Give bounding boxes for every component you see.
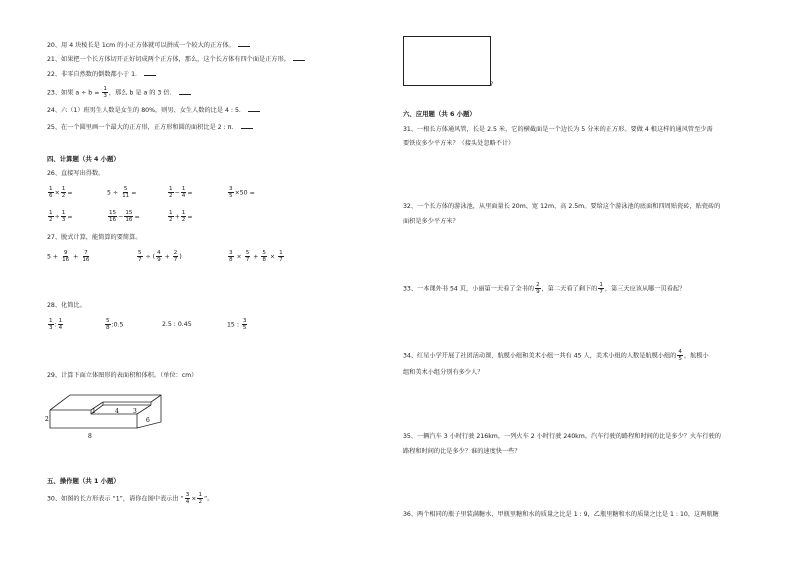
q27-item: $\frac{3}{8}$ × $\frac{5}{7}$ + $\frac{5}{8}$ × $\frac{1}{7}$ <box>229 250 283 263</box>
q22: 22、非零自然数的倒数都小于 1． <box>47 71 156 79</box>
q29: 29、计算下面立体图形的表面积和体积。（单位：cm） <box>47 372 198 379</box>
q33: 33、一本课外书 54 页，小丽第一天看了全书的 $\frac{2}{9}$ ，第二天看了剩下的 $\frac{1}{7}$ ，第三天应该从哪一页看起？ <box>403 282 686 295</box>
q32-line1: 32、一个长方体的游泳池，从里面量长 20m、宽 12m、高 2.5m。要给这个游泳池的底面和四周贴瓷砖，贴瓷砖的 <box>403 203 721 210</box>
q27-item: $\frac{5}{7}$ ÷ ( $\frac{4}{9}$ + $\frac{2}{7}$ ) <box>138 250 182 263</box>
q31-line1: 31、一根长方体通风管，长是 2.5 米，它的横截面是一个边长为 5 分米的正方形。要做 4 根这样的通风管至少需 <box>403 126 713 133</box>
unit-rectangle <box>403 36 491 86</box>
fig-label-a: 4 <box>115 408 119 415</box>
q35-line2: 路程和时间的比是多少？谁的速度快一些？ <box>403 448 521 455</box>
q25: 25、在一个圆里画一个最大的正方形，正方形和圆的面积比是 2 : π． <box>47 124 253 132</box>
q28-item: $\frac{1}{3}$ : $\frac{1}{4}$ <box>49 318 63 331</box>
q34-line1: 34、红星小学开展了社团活动课，航模小组和美术小组一共有 45 人，美术小组的人数是航模小组的 $\frac{4}{5}$ ，航模小 <box>403 349 709 362</box>
q26-item: 5 ÷ $\frac{5}{11}$ = <box>107 186 137 199</box>
q35-line1: 35、一辆汽车 3 小时行驶 216km，一列火车 2 小时行驶 240km。汽车行驶的路程和时间的比是多少？火车行驶的 <box>403 433 721 440</box>
q26: 26、直接写出得数。 <box>47 170 105 177</box>
q27: 27、脱式计算，能简算的要简算。 <box>47 234 142 241</box>
q23: 23、如果 a ÷ b = $\frac{1}{3}$ ，那么 b 是 a 的 3 倍． <box>47 86 191 99</box>
q26-item: $\frac{1}{6}$ × $\frac{1}{2}$ = <box>49 186 73 199</box>
q32-line2: 面积是多少平方米？ <box>403 218 459 225</box>
q28: 28、化简比。 <box>47 302 86 309</box>
q20: 20、用 4 块棱长是 1cm 的小正方体就可以拼成一个较大的正方体。 <box>47 42 250 50</box>
q24: 24、六（1）班男生人数是女生的 80%，则男、女生人数的比是 4 : 5． <box>47 107 260 115</box>
q26-item: $\frac{3}{5}$ ×50 = <box>229 186 255 199</box>
section-6-title: 六、应用题（共 6 小题） <box>403 110 476 118</box>
q30: 30、如图的长方形表示 “1”，请你在图中表示出 “ $\frac{3}{4}$ × $\frac{1}{2}$ ”。 <box>47 492 214 505</box>
fig-label-h: 2 <box>45 416 49 423</box>
q26-item: $\frac{1}{2}$ + $\frac{1}{2}$ = <box>169 210 193 223</box>
q28-item: 15 : $\frac{3}{5}$ <box>227 318 247 331</box>
q27-item: 5 + $\frac{9}{16}$ + $\frac{7}{16}$ <box>47 250 90 263</box>
section-5-title: 五、操作题（共 1 小题） <box>47 477 120 485</box>
stepped-solid-figure <box>45 388 165 443</box>
q26-item: $\frac{1}{2}$ − $\frac{1}{4}$ = <box>169 186 193 199</box>
q36-line1: 36、两个相同的瓶子里装满糖水，甲瓶里糖和水的质量之比是 1 : 9，乙瓶里糖和水的质量之比是 1 : 10，这两瓶糖 <box>403 511 719 518</box>
q34-line2: 组和美术小组分别有多少人？ <box>403 369 484 376</box>
q31-line2: 要铁皮多少平方米？（接头处忽略不计） <box>403 140 515 147</box>
q28-item: 2.5 : 0.45 <box>162 321 192 328</box>
fig-label-c: 6 <box>146 417 150 424</box>
q26-item: $\frac{1}{2}$ ÷ $\frac{1}{3}$ = <box>49 210 73 223</box>
fig-label-b: 3 <box>133 408 137 415</box>
rect-question-mark: ? <box>490 81 494 88</box>
fig-label-len: 8 <box>88 433 92 440</box>
q26-item: $\frac{15}{16}$ − $\frac{15}{16}$ = <box>109 210 140 223</box>
fig-label-step: 1 <box>92 408 96 415</box>
q28-item: $\frac{5}{8}$ :0.5 <box>106 318 124 331</box>
q21: 21、如果把一个长方体切开正好切成两个正方体，那么，这个长方体有四个面是正方形。 <box>47 56 305 64</box>
section-4-title: 四、计算题（共 4 小题） <box>47 155 120 163</box>
